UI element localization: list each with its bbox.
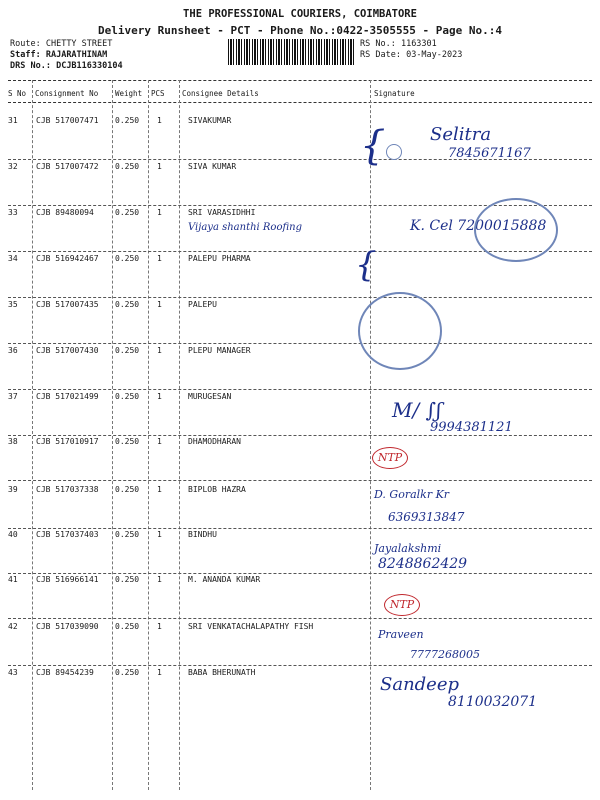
table-row [0,575,600,619]
route-line [10,39,112,49]
pcs-cell: 1 [157,116,162,125]
pcs-cell: 1 [157,575,162,584]
pcs-cell: 1 [157,392,162,401]
consignee-cell: PALEPU PHARMA [188,254,251,263]
weight-cell: 0.250 [115,254,140,263]
rs-date-label: RS Date: [360,50,401,60]
consignment-cell: CJB 517021499 [36,392,99,401]
signature-brace: { [360,123,386,169]
signature-31-name: Selitra [430,124,492,145]
header-bottom-rule [8,102,592,103]
consignee-cell: BABA BHERUNATH [188,668,256,677]
pcs-cell: 1 [157,622,162,631]
pcs-cell: 1 [157,162,162,171]
pcs-cell: 1 [157,530,162,539]
pcs-cell: 1 [157,668,162,677]
table-row [0,622,600,666]
weight-cell: 0.250 [115,300,140,309]
pharma-stamp [358,292,442,370]
signature-31-phone: 7845671167 [448,146,531,161]
staff-label: Staff: [10,50,41,60]
weight-cell: 0.250 [115,575,140,584]
staff-value: RAJARATHINAM [45,50,108,60]
consignment-cell: CJB 517037338 [36,485,99,494]
consignment-cell: CJB 517037403 [36,530,99,539]
signature-33: K. Cel 7200015888 [410,218,547,234]
consignee-cell: PLEPU MANAGER [188,346,251,355]
consignment-cell: CJB 517010917 [36,437,99,446]
company-title: THE PROFESSIONAL COURIERS, COIMBATORE [183,8,417,20]
route-value: CHETTY STREET [45,39,113,49]
signature-39-phone: 6369313847 [388,510,465,524]
row-divider [8,573,592,574]
consignment-cell: CJB 516966141 [36,575,99,584]
signature-39-name: D. Goralkr Kr [374,488,450,501]
signature-43-phone: 8110032071 [448,694,538,710]
col-consignee: Consignee Details [182,89,259,98]
consignee-cell: MURUGESAN [188,392,232,401]
sno-cell: 40 [8,530,18,539]
consignee-cell: BIPLOB HAZRA [188,485,246,494]
signature-43-name: Sandeep [380,674,460,695]
rs-no-value: 1163301 [400,39,437,49]
initial-circle [386,144,402,160]
signature-37-phone: 9994381121 [430,420,513,435]
rs-no-line [360,39,437,49]
rs-date-line [360,50,462,60]
sno-cell: 34 [8,254,18,263]
signature-42-phone: 7777268005 [410,648,480,661]
weight-cell: 0.250 [115,346,140,355]
pcs-cell: 1 [157,254,162,263]
sno-cell: 31 [8,116,18,125]
consignment-cell: CJB 517007471 [36,116,99,125]
weight-cell: 0.250 [115,437,140,446]
row-divider [8,343,592,344]
sno-cell: 37 [8,392,18,401]
row-divider [8,480,592,481]
col-consignment: Consignment No [35,89,99,98]
weight-cell: 0.250 [115,485,140,494]
sno-cell: 39 [8,485,18,494]
runsheet-subtitle: Delivery Runsheet - PCT - Phone No.:0422-3505555 - Page No.:4 [98,24,502,37]
consignee-cell: BINDHU [188,530,217,539]
weight-cell: 0.250 [115,208,140,217]
sno-cell: 33 [8,208,18,217]
weight-cell: 0.250 [115,530,140,539]
signature-brace: { [355,245,377,285]
pcs-cell: 1 [157,437,162,446]
table-row [0,530,600,574]
col-weight: Weight [115,89,143,98]
consignment-cell: CJB 517007435 [36,300,99,309]
staff-line [10,50,107,60]
consignee-cell: DHAMODHARAN [188,437,241,446]
row-33-note: Vijaya shanthi Roofing [188,222,302,233]
consignee-cell: M. ANANDA KUMAR [188,575,261,584]
pcs-cell: 1 [157,485,162,494]
sno-cell: 36 [8,346,18,355]
consignee-cell: PALEPU [188,300,217,309]
rs-no-label: RS No.: [360,39,396,49]
row-divider [8,435,592,436]
consignee-cell: SIVAKUMAR [188,116,232,125]
barcode [228,39,356,65]
pcs-cell: 1 [157,346,162,355]
weight-cell: 0.250 [115,392,140,401]
drs-label: DRS No.: [10,61,51,71]
consignment-cell: CJB 517039090 [36,622,99,631]
row-divider [8,297,592,298]
row-divider [8,389,592,390]
consignment-cell: CJB 517007472 [36,162,99,171]
company-stamp [474,198,558,262]
row-divider [8,528,592,529]
weight-cell: 0.250 [115,622,140,631]
sno-cell: 41 [8,575,18,584]
sno-cell: 32 [8,162,18,171]
table-row [0,437,600,481]
consignee-cell: SIVA KUMAR [188,162,237,171]
consignee-cell: SRI VARASIDHHI [188,208,256,217]
weight-cell: 0.250 [115,162,140,171]
weight-cell: 0.250 [115,116,140,125]
sno-cell: 35 [8,300,18,309]
pcs-cell: 1 [157,300,162,309]
col-sno: S No [8,89,27,98]
pcs-cell: 1 [157,208,162,217]
consignee-cell: SRI VENKATACHALAPATHY FISH [188,622,314,631]
header-top-rule [8,80,592,81]
rs-date-value: 03-May-2023 [406,50,463,60]
sno-cell: 38 [8,437,18,446]
row-divider [8,618,592,619]
row-divider [8,665,592,666]
drs-value: DCJB116330104 [56,61,123,71]
consignment-cell: CJB 89454239 [36,668,94,677]
sno-cell: 43 [8,668,18,677]
table-row [0,300,600,344]
col-pcs: PCS [151,89,165,98]
ntp-mark: NTP [384,594,420,616]
signature-40-name: Jayalakshmi [374,542,442,555]
signature-37: M/ ∫ʃ [392,398,442,422]
route-label: Route: [10,39,41,49]
weight-cell: 0.250 [115,668,140,677]
signature-40-phone: 8248862429 [378,556,468,572]
table-row [0,346,600,390]
consignment-cell: CJB 517007430 [36,346,99,355]
drs-line [10,61,123,71]
col-signature: Signature [374,89,415,98]
consignment-cell: CJB 516942467 [36,254,99,263]
table-row [0,485,600,529]
signature-42-name: Praveen [378,628,424,641]
ntp-mark: NTP [372,447,408,469]
consignment-cell: CJB 89480094 [36,208,94,217]
sno-cell: 42 [8,622,18,631]
